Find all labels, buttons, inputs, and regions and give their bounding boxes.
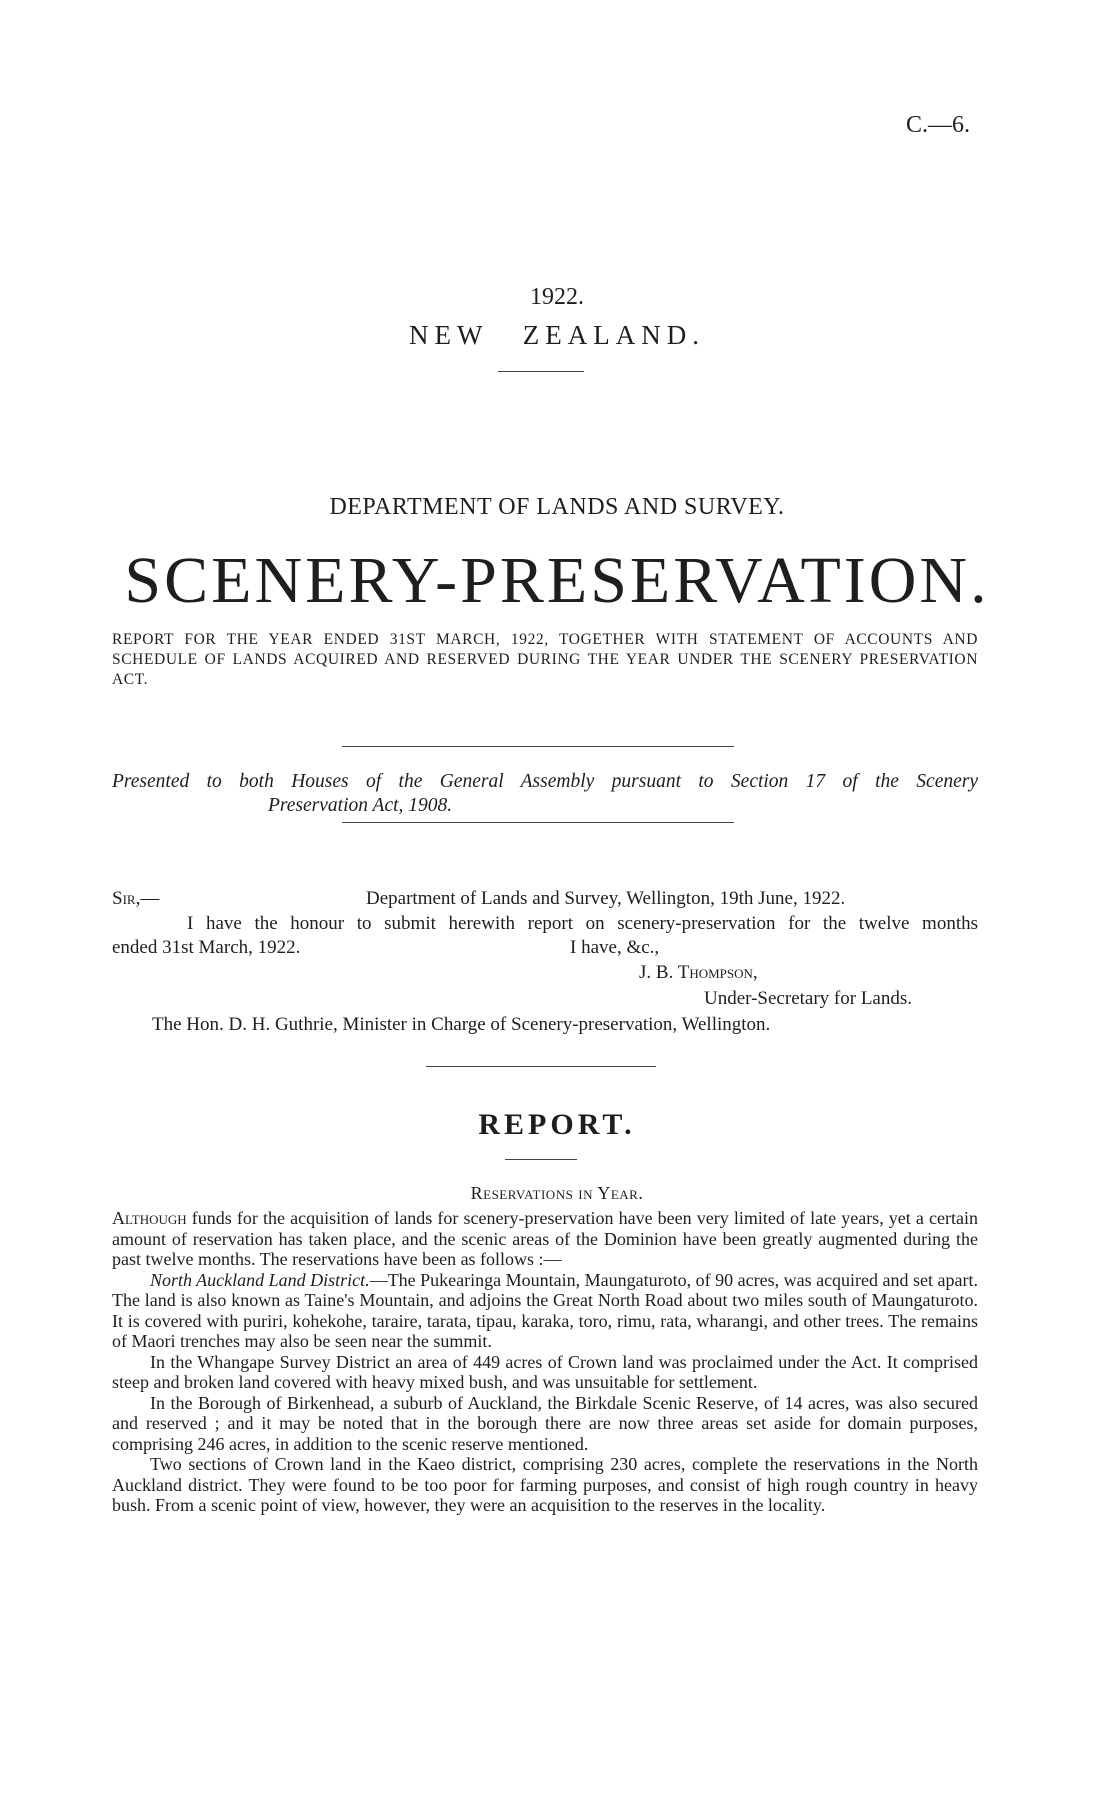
- district-paragraph: [112, 1270, 978, 1352]
- document-code: C.—6.: [905, 112, 970, 138]
- birkenhead-paragraph: In the Borough of Birkenhead, a suburb of Auckland, the Birkdale Scenic Reserve, of 14 acres, was also secured and reserved ; and it may be noted that in the borough there are now three areas set aside for domain purposes, comprising 246 acres, in addition to the scenic reserve mentioned.: [112, 1392, 978, 1454]
- district-text: —The Pukearinga Mountain, Maungaturoto, of 90 acres, was acquired and set apart. The land is also known as Taine's Mountain, and adjoins the Great North Road about two miles south of Maungaturoto. It is covered with puriri, kohekohe, taraire, tarata, tipau, karaka, toro, rimu, rata, wharangi, and other trees. The remains of Maori trenches may also be seen near the summit.: [112, 1269, 978, 1351]
- report-subtitle: REPORT FOR THE YEAR ENDED 31ST MARCH, 1922, TOGETHER WITH STATEMENT OF ACCOUNTS AND SCHEDULE OF LANDS ACQUIRED AND RESERVED DURING THE YEAR UNDER THE SCENERY PRESERVATION ACT.: [112, 631, 978, 688]
- report-body: [112, 1208, 978, 1516]
- salutation: Sir,—: [112, 888, 160, 909]
- presented-note: [112, 770, 978, 818]
- letter-body-line-2: ended 31st March, 1922.: [112, 937, 301, 958]
- district-label: North Auckland Land District.: [150, 1269, 370, 1290]
- letter-closing: I have, &c.,: [570, 937, 660, 958]
- section-heading: Reservations in Year.: [470, 1183, 644, 1203]
- kaeo-paragraph: Two sections of Crown land in the Kaeo district, comprising 230 acres, complete the reservations in the North Auckland district. They were found to be too poor for farming purposes, and consist of high rough country in heavy bush. From a scenic point of view, however, they were an acquisition to the reserves in the locality.: [112, 1454, 978, 1515]
- letter-address: Department of Lands and Survey, Wellington, 19th June, 1922.: [366, 888, 846, 909]
- country-heading: NEW ZEALAND.: [409, 320, 705, 350]
- whangape-paragraph: In the Whangape Survey District an area of 449 acres of Crown land was proclaimed under the Act. It comprised steep and broken land covered with heavy mixed bush, and was unsuitable for settlement.: [112, 1351, 978, 1392]
- signatory-name: J. B. Thompson,: [639, 962, 758, 983]
- department-heading: DEPARTMENT OF LANDS AND SURVEY.: [329, 494, 785, 520]
- letter-addressee: The Hon. D. H. Guthrie, Minister in Charge of Scenery-preservation, Wellington.: [152, 1014, 771, 1035]
- presented-line-2: Preservation Act, 1908.: [268, 795, 453, 816]
- divider-report: [505, 1159, 577, 1160]
- divider-letter: [426, 1066, 656, 1067]
- report-title: SCENERY-PRESERVATION.: [124, 544, 990, 617]
- signatory-title: Under-Secretary for Lands.: [704, 988, 912, 1009]
- document-year: 1922.: [530, 284, 584, 310]
- divider-short-top: [498, 371, 584, 372]
- presented-line-1: Presented to both Houses of the General Assembly pursuant to Section 17 of the Scenery: [112, 771, 978, 792]
- divider-lower: [342, 822, 734, 823]
- intro-lead-word: Although: [112, 1208, 187, 1228]
- intro-text: funds for the acquisition of lands for scenery-preservation have been very limited of late years, yet a certain amount of reservation has taken place, and the scenic areas of the Dominion have been greatly augmented during the past twelve months. The reservations have been as follows :—: [112, 1208, 978, 1269]
- divider-upper: [342, 746, 734, 747]
- report-heading: REPORT.: [478, 1108, 636, 1141]
- intro-paragraph: [112, 1208, 978, 1270]
- letter-body-line-1: I have the honour to submit herewith report on scenery-preservation for the twelve months: [187, 913, 978, 934]
